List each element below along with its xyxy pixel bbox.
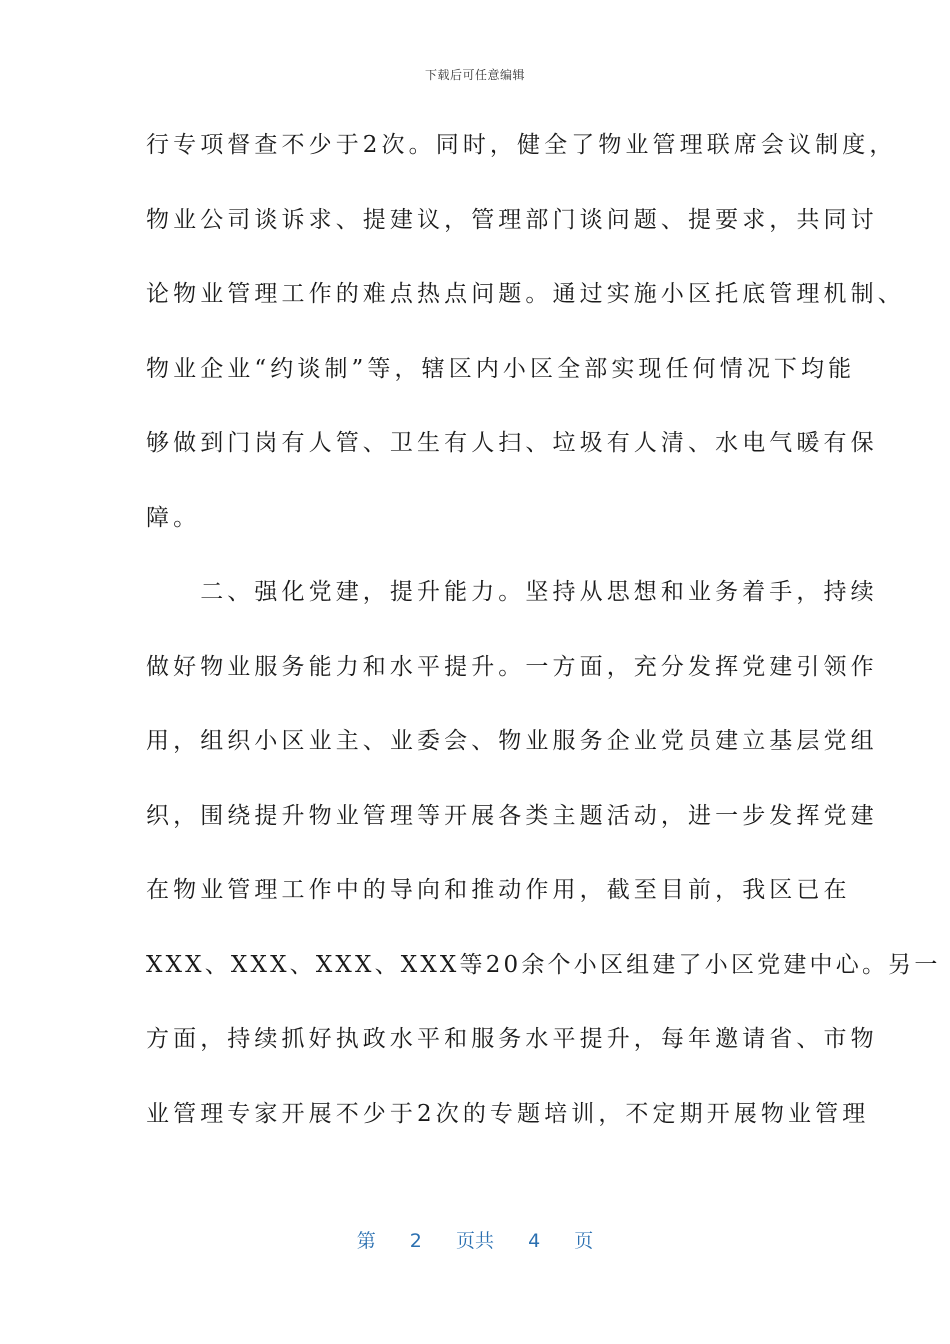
page-label-suffix: 页 bbox=[574, 1230, 594, 1252]
text-line: 够做到门岗有人管、卫生有人扫、垃圾有人清、水电气暖有保 bbox=[146, 430, 878, 456]
text-line: 方面，持续抓好执政水平和服务水平提升，每年邀请省、市物 bbox=[146, 1026, 878, 1052]
text-line: 物业企业“约谈制”等，辖区内小区全部实现任何情况下均能 bbox=[146, 355, 856, 382]
total-pages-number: 4 bbox=[528, 1230, 541, 1252]
text-line: 行专项督查不少于2次。同时，健全了物业管理联席会议制度， bbox=[146, 132, 897, 158]
page-label-prefix: 第 bbox=[356, 1230, 376, 1252]
text-line: 论物业管理工作的难点热点问题。通过实施小区托底管理机制、 bbox=[146, 281, 905, 307]
current-page-number: 2 bbox=[409, 1230, 422, 1252]
header-note: 下载后可任意编辑 bbox=[424, 68, 525, 82]
text-line: 物业公司谈诉求、提建议，管理部门谈问题、提要求，共同讨 bbox=[146, 206, 878, 233]
text-line: 织，围绕提升物业管理等开展各类主题活动，进一步发挥党建 bbox=[146, 802, 878, 829]
page-label-middle: 页共 bbox=[455, 1230, 494, 1252]
text-line: 业管理专家开展不少于2次的专题培训，不定期开展物业管理 bbox=[146, 1100, 870, 1127]
text-line: 做好物业服务能力和水平提升。一方面，充分发挥党建引领作 bbox=[146, 653, 878, 680]
text-line: 用，组织小区业主、业委会、物业服务企业党员建立基层党组 bbox=[146, 728, 878, 754]
text-line: 障。 bbox=[146, 504, 201, 531]
paragraph-heading-line: 二、强化党建，提升能力。坚持从思想和业务着手，持续 bbox=[146, 579, 878, 605]
text-line: XXX、XXX、XXX、XXX等20余个小区组建了小区党建中心。另一 bbox=[146, 951, 941, 978]
document-body bbox=[146, 125, 941, 1168]
text-line: 在物业管理工作中的导向和推动作用，截至目前，我区已在 bbox=[146, 877, 851, 903]
page-number-footer bbox=[0, 1226, 950, 1253]
